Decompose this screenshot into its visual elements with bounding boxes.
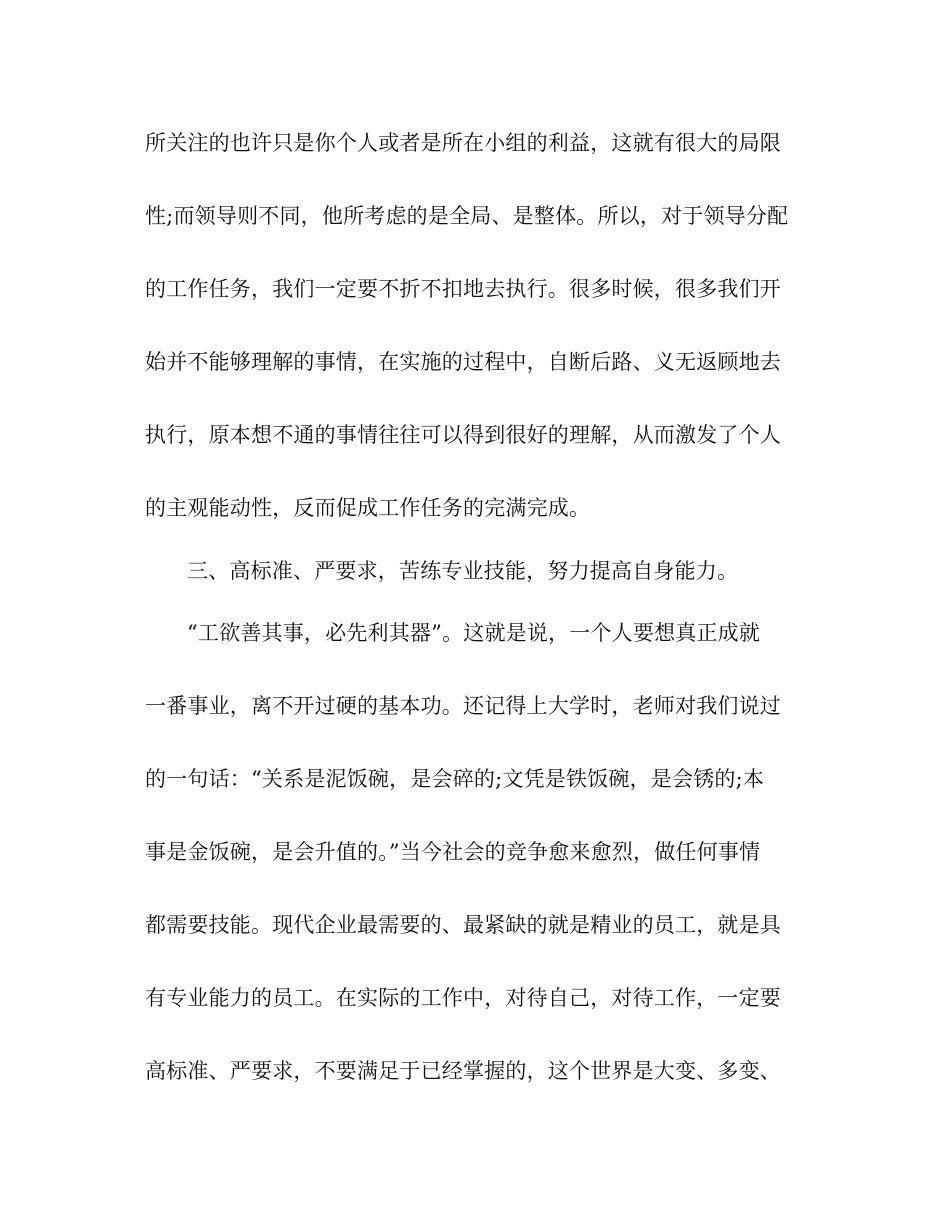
paragraph-first-line: “工欲善其事，必先利其器”。这就是说，一个人要想真正成就 (187, 621, 761, 645)
text-line: 执行，原本想不通的事情往往可以得到很好的理解，从而激发了个人 (145, 423, 781, 447)
text-line: 的工作任务，我们一定要不折不扣地去执行。很多时候，很多我们开 (145, 277, 781, 301)
text-line: 性;而领导则不同，他所考虑的是全局、是整体。所以，对于领导分配 (145, 204, 789, 228)
text-line: 的主观能动性，反而促成工作任务的完满完成。 (145, 496, 591, 520)
section-heading: 三、高标准、严要求，苦练专业技能，努力提高自身能力。 (187, 559, 739, 583)
text-line: 一番事业，离不开过硬的基本功。还记得上大学时，老师对我们说过 (145, 694, 781, 718)
text-line: 都需要技能。现代企业最需要的、最紧缺的就是精业的员工，就是具 (145, 913, 781, 937)
text-line: 的一句话：“关系是泥饭碗，是会碎的;文凭是铁饭碗，是会锈的;本 (145, 767, 765, 791)
text-line: 所关注的也许只是你个人或者是所在小组的利益，这就有很大的局限 (145, 131, 781, 155)
text-line: 有专业能力的员工。在实际的工作中，对待自己，对待工作，一定要 (145, 986, 781, 1010)
text-line: 始并不能够理解的事情，在实施的过程中，自断后路、义无返顾地去 (145, 350, 781, 374)
text-line: 高标准、严要求，不要满足于已经掌握的，这个世界是大变、多变、 (145, 1059, 781, 1083)
text-line: 事是金饭碗，是会升值的。”当今社会的竞争愈来愈烈，做任何事情 (145, 840, 761, 864)
